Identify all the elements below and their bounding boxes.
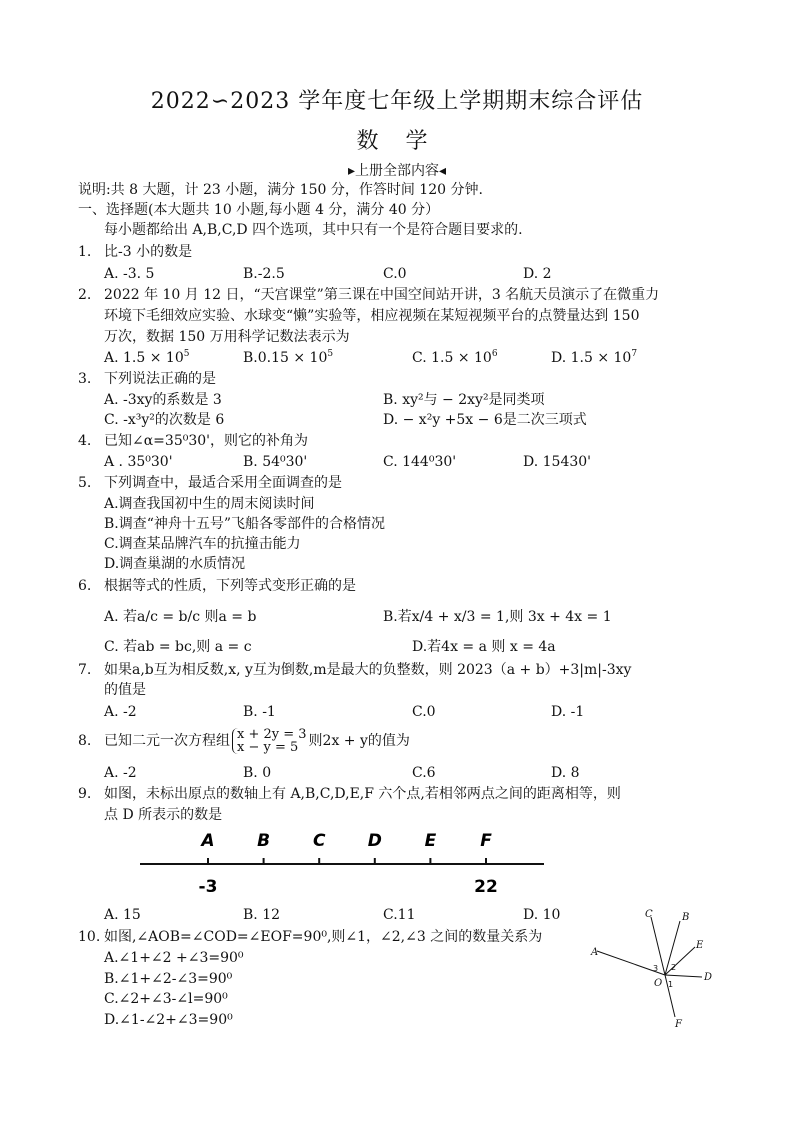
- label-e: E: [696, 940, 704, 951]
- number-line-label-a: A: [201, 831, 215, 851]
- option-a: A. 15: [104, 907, 141, 923]
- subject-title: 数 学: [356, 129, 438, 154]
- question-number: 8.: [78, 733, 92, 749]
- option-c: C.0: [383, 266, 407, 282]
- number-line-points: [199, 831, 492, 864]
- question-number: 3.: [78, 371, 92, 387]
- angle-3-label: 3: [653, 964, 659, 973]
- option-a: A.调查我国初中生的周末阅读时间: [104, 496, 315, 512]
- option-d: D. 8: [551, 765, 580, 781]
- question-stem: 根据等式的性质，下列等式变形正确的是: [104, 578, 356, 594]
- label-b: B: [682, 912, 690, 923]
- label-c: C: [645, 909, 653, 920]
- option-c: C. 若ab = bc,则 a = c: [104, 639, 252, 655]
- option-d: D. 2: [523, 266, 552, 282]
- option-a: A. -3xy的系数是 3: [104, 392, 222, 408]
- label-a: A: [591, 947, 599, 958]
- option-b: B. xy²与 − 2xy²是同类项: [383, 392, 545, 408]
- label-o: O: [654, 978, 663, 989]
- option-b: B. 0: [243, 765, 272, 781]
- option-a: A. 若a/c = b/c 则a = b: [104, 609, 257, 625]
- question-stem: 如图,∠AOB=∠COD=∠EOF=90⁰,则∠1，∠2,∠3 之间的数量关系为: [104, 929, 543, 945]
- option-d: D.若4x = a 则 x = 4a: [412, 639, 556, 655]
- option-d: D. − x²y +5x − 6是二次三项式: [383, 412, 587, 428]
- option-c: C.0: [412, 704, 436, 720]
- right-value-label: 22: [474, 877, 498, 897]
- angle-2-label: 2: [671, 963, 677, 972]
- option-a: A. -3. 5: [104, 266, 155, 282]
- option-b: B.调查“神舟十五号”飞船各零部件的合格情况: [104, 516, 386, 532]
- option-b: B.若x/4 + x/3 = 1,则 3x + 4x = 1: [383, 609, 612, 625]
- question-stem: 的值是: [104, 682, 146, 698]
- question-stem: 环境下毛细效应实验、水球变“懒”实验等，相应视频在某短视频平台的点赞量达到 150: [104, 308, 640, 324]
- option-d: D. $1.5 \times 10^7$: [551, 349, 638, 366]
- option-b: B. -1: [243, 704, 276, 720]
- instructions: 说明:共 8 大题，计 23 小题，满分 150 分，作答时间 120 分钟.: [78, 182, 483, 198]
- question-number: 10.: [78, 929, 101, 945]
- option-d: D. 10: [523, 907, 561, 923]
- left-value-label: -3: [198, 877, 218, 897]
- question-number: 6.: [78, 578, 92, 594]
- label-f: F: [675, 1019, 682, 1030]
- option-b: $B.0.15 \times 10^5$: [243, 349, 334, 366]
- question-number: 5.: [78, 475, 92, 491]
- number-line-label-b: B: [257, 831, 271, 851]
- number-line-label-e: E: [424, 831, 437, 851]
- option-b: B.-2.5: [243, 266, 285, 282]
- question-number: 9.: [78, 786, 92, 802]
- section-heading: 一、选择题(本大题共 10 小题,每小题 4 分，满分 40 分）: [78, 202, 440, 218]
- option-a: A . 35⁰30': [104, 454, 173, 470]
- number-line-label-f: F: [480, 831, 492, 851]
- number-line-label-d: D: [367, 831, 382, 851]
- ray-od: [665, 975, 702, 977]
- scope-note: ▸上册全部内容◂: [347, 163, 447, 179]
- question-number: 2.: [78, 287, 92, 303]
- equation-system: x + 2y = 3 x − y = 5: [232, 728, 307, 754]
- option-a: A. -2: [104, 765, 137, 781]
- question-stem: 比-3 小的数是: [104, 244, 193, 260]
- question-number: 7.: [78, 662, 92, 678]
- option-c: C.调查某品牌汽车的抗撞击能力: [104, 536, 301, 552]
- option-a: A.∠1+∠2 +∠3=90⁰: [104, 950, 244, 966]
- question-stem: 下列调查中，最适合采用全面调查的是: [104, 475, 342, 491]
- question-stem: 下列说法正确的是: [104, 371, 216, 387]
- option-c: C. $1.5 \times 10^6$: [412, 349, 498, 366]
- question-stem: 万次，数据 150 万用科学记数法表示为: [104, 329, 350, 345]
- question-number: 4.: [78, 433, 92, 449]
- option-b: B. 12: [243, 907, 281, 923]
- option-b: B.∠1+∠2-∠3=90⁰: [104, 971, 233, 987]
- question-stem: 点 D 所表示的数是: [104, 807, 223, 823]
- question-stem: 如果a,b互为相反数,x, y互为倒数,m是最大的负整数，则 2023（a + b）+3|m|-3xy: [104, 662, 632, 678]
- question-stem: 如图，未标出原点的数轴上有 A,B,C,D,E,F 六个点,若相邻两点之间的距离相等，则: [104, 786, 621, 802]
- option-b: B. 54⁰30': [243, 454, 308, 470]
- exam-title: 2022∽2023 学年度七年级上学期期末综合评估: [150, 89, 644, 114]
- number-line-figure: [140, 820, 550, 900]
- angle-1-label: 1: [668, 980, 674, 989]
- question-stem: 2022 年 10 月 12 日，“天宫课堂”第三课在中国空间站开讲，3 名航天员演示了在微重力: [104, 287, 660, 303]
- section-note: 每小题都给出 A,B,C,D 四个选项，其中只有一个是符合题目要求的.: [104, 222, 523, 238]
- option-c: C. 144⁰30': [383, 454, 457, 470]
- question-number: 1.: [78, 244, 92, 260]
- option-d: D. -1: [551, 704, 585, 720]
- label-d: D: [704, 972, 713, 983]
- option-c: C.6: [412, 765, 436, 781]
- option-c: C.11: [383, 907, 416, 923]
- option-c: C. -x³y²的次数是 6: [104, 412, 225, 428]
- option-a: A. -2: [104, 704, 137, 720]
- question-stem: 已知二元一次方程组 x + 2y = 3 x − y = 5 则2x + y的值为: [104, 727, 410, 755]
- ray-oe: [665, 947, 695, 975]
- option-c: C.∠2+∠3-∠l=90⁰: [104, 991, 228, 1007]
- number-line-label-c: C: [312, 831, 326, 851]
- option-d: D. 15430': [523, 454, 592, 470]
- option-d: D.调查巢湖的水质情况: [104, 556, 246, 572]
- question-stem: 已知∠α=35⁰30'，则它的补角为: [104, 433, 309, 449]
- angle-figure: [585, 905, 725, 1030]
- option-d: D.∠1-∠2+∠3=90⁰: [104, 1012, 233, 1028]
- option-a: A. $1.5 \times 10^5$: [104, 349, 190, 366]
